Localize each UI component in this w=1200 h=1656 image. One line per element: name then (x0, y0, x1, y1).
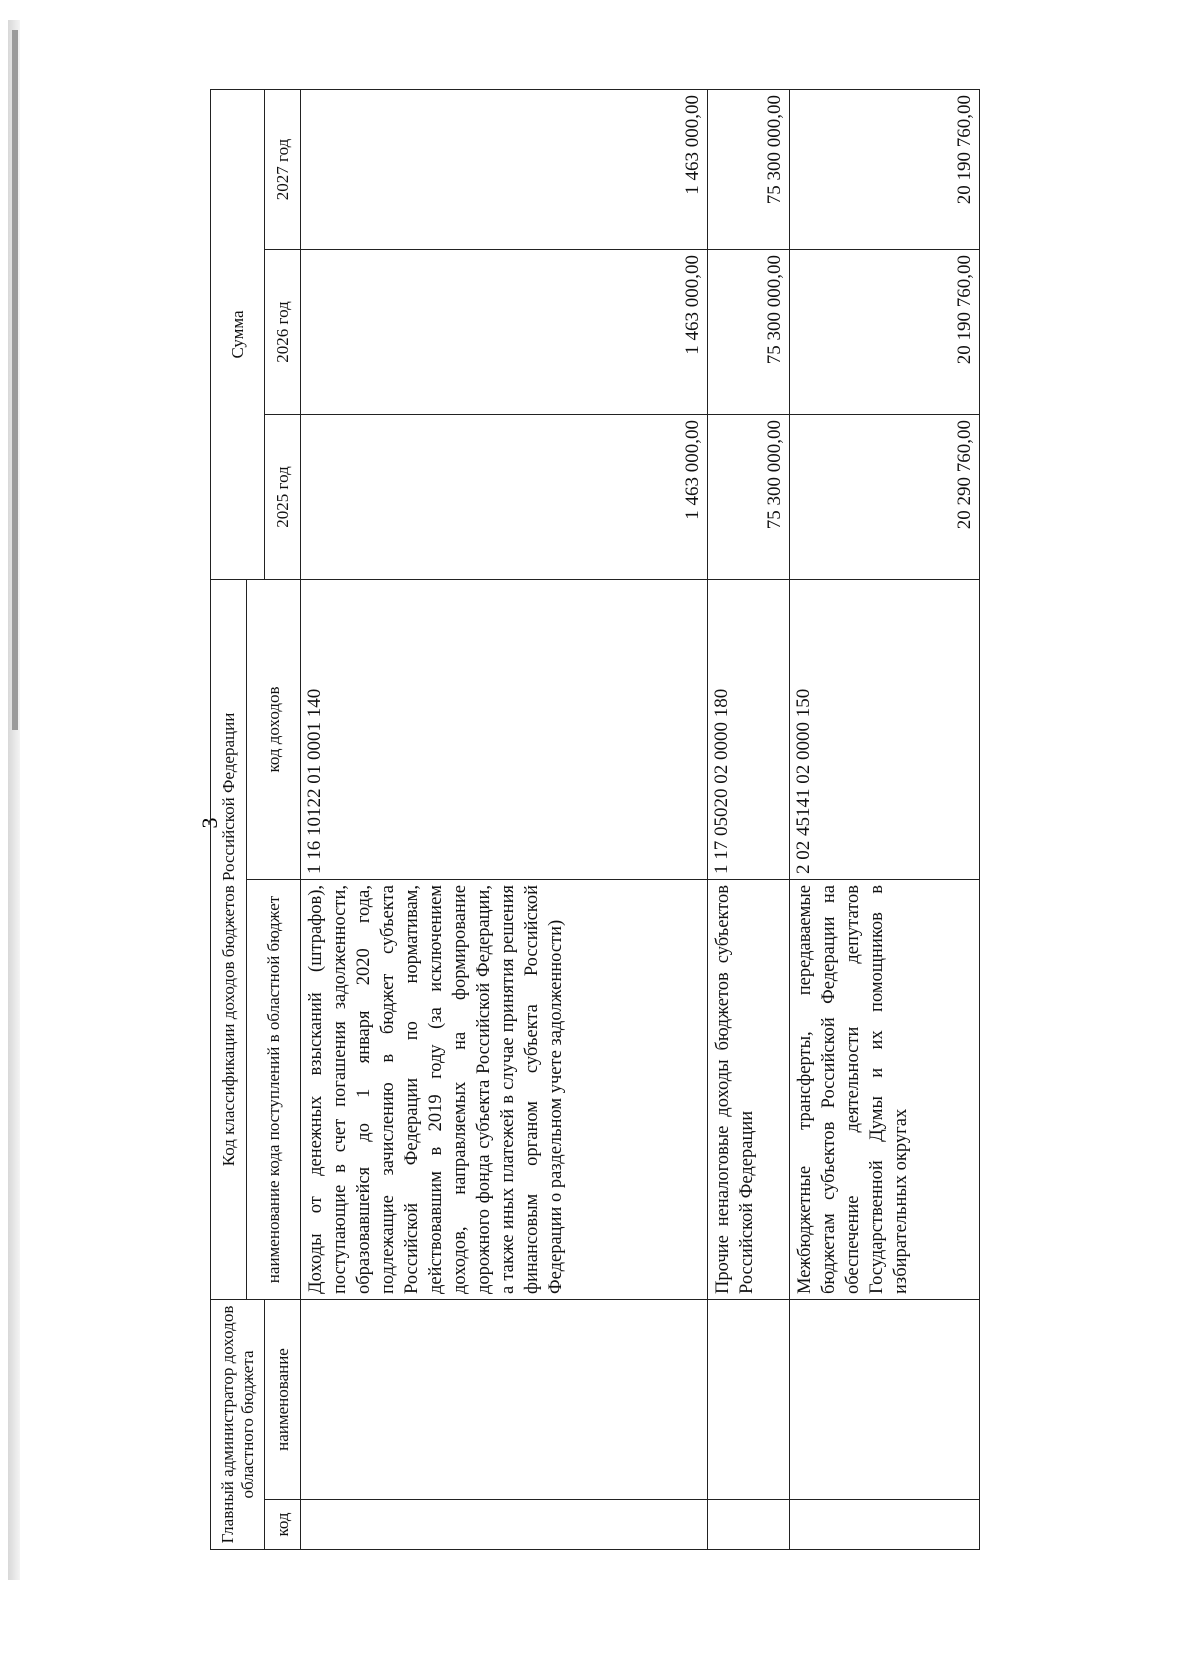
rotated-table-inner (210, 90, 980, 1550)
row-description: Межбюджетные трансферты, передаваемые бюджетам субъектов Российской Федерации на обеспечение деятельности депутатов Государственной Думы и их помощников в избирательных округах (789, 880, 979, 1300)
row-sum-2025: 1 463 000,00 (301, 414, 708, 579)
table-row (707, 89, 789, 1549)
header-row-1 (211, 89, 247, 1549)
scan-mark (12, 30, 18, 730)
rotated-table-wrapper (210, 90, 980, 1550)
row-admin-name (789, 1300, 979, 1500)
row-description: Прочие неналоговые доходы бюджетов субъектов Российской Федерации (707, 880, 789, 1300)
year-2027-header: 2027 год (265, 89, 301, 249)
revenue-table (210, 89, 980, 1550)
row-admin-code (707, 1500, 789, 1550)
row-sum-2025: 75 300 000,00 (707, 414, 789, 579)
admin-name-header: наименование (265, 1300, 301, 1500)
row-sum-2026: 20 190 760,00 (789, 249, 979, 414)
row-sum-2027: 75 300 000,00 (707, 89, 789, 249)
row-income-code: 2 02 45141 02 0000 150 (789, 579, 979, 879)
classification-group-header: Код классификации доходов бюджетов Российской Федерации (211, 579, 247, 1299)
item-name-header: наименование кода поступлений в областной бюджет (247, 880, 301, 1300)
table-row (789, 89, 979, 1549)
row-sum-2026: 1 463 000,00 (301, 249, 708, 414)
year-2025-header: 2025 год (265, 414, 301, 579)
sum-group-header: Сумма (211, 89, 265, 579)
row-admin-code (789, 1500, 979, 1550)
row-sum-2025: 20 290 760,00 (789, 414, 979, 579)
row-admin-code (301, 1500, 708, 1550)
year-2026-header: 2026 год (265, 249, 301, 414)
row-income-code: 1 17 05020 02 0000 180 (707, 579, 789, 879)
row-sum-2026: 75 300 000,00 (707, 249, 789, 414)
page-number: 3 (197, 817, 222, 829)
row-description: Доходы от денежных взысканий (штрафов), поступающие в счет погашения задолженности, образовавшейся до 1 января 2020 года, подлежащие зачислению в бюджет субъекта Российской Федерации по нормативам, действовавшим в 2019 году (за исключением доходов, направляемых на формирование дорожного фонда субъекта Российской Федерации, а также иных платежей в случае принятия решения финансовым органом субъекта Российской Федерации о раздельном учете задолженности) (301, 880, 708, 1300)
admin-group-header: Главный администратор доходов областного бюджета (211, 1300, 265, 1550)
income-code-header: код доходов (247, 579, 301, 879)
row-income-code: 1 16 10122 01 0001 140 (301, 579, 708, 879)
row-sum-2027: 20 190 760,00 (789, 89, 979, 249)
table-row (301, 89, 708, 1549)
row-admin-name (707, 1300, 789, 1500)
admin-code-header: код (265, 1500, 301, 1550)
row-sum-2027: 1 463 000,00 (301, 89, 708, 249)
row-admin-name (301, 1300, 708, 1500)
